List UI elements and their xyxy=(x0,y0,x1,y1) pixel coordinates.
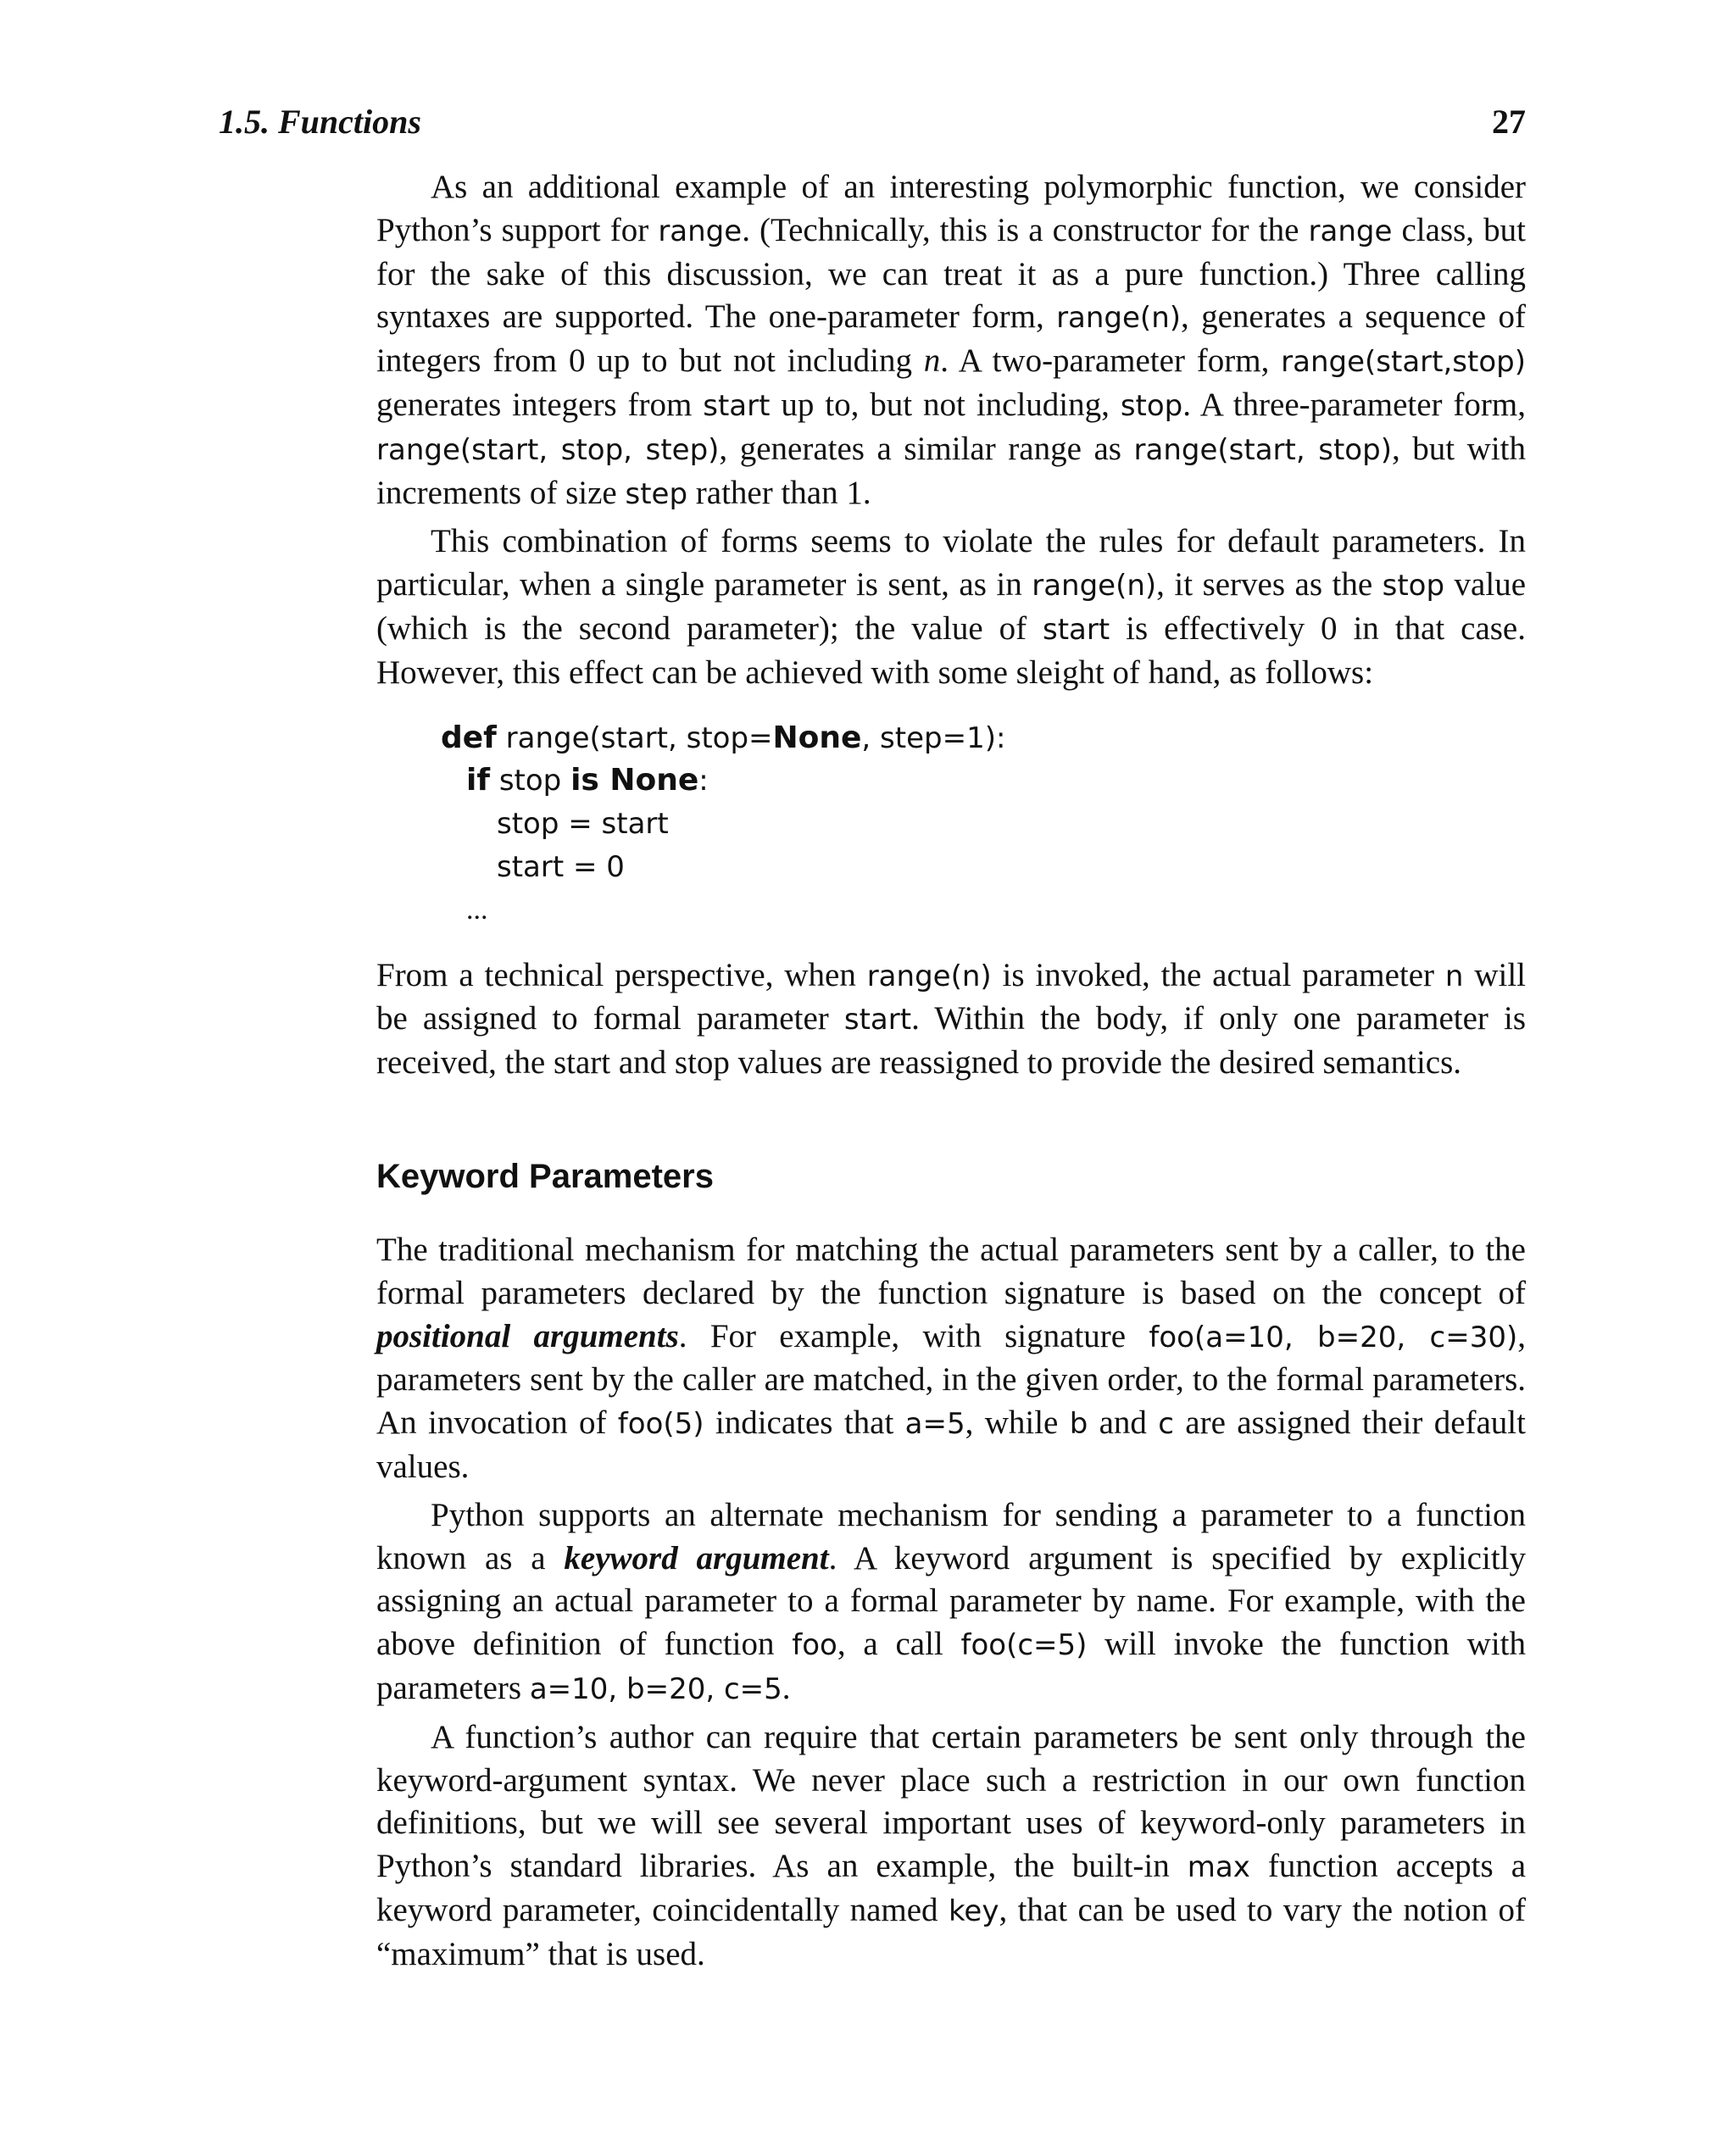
paragraph-default-params: This combination of forms seems to violate the rules for default parameters. In particular, when a single parameter is sent, as in range(n), it serves as the stop value (which is the second parameter); the value of start is effectively 0 in that case. However, this effect can be achieved with some sleight of hand, as follows: xyxy=(376,523,1527,691)
code-inline: start xyxy=(703,388,771,423)
code-line-start: start = 0 xyxy=(497,849,625,884)
code-inline: foo(c=5) xyxy=(960,1628,1088,1663)
running-head xyxy=(219,100,1526,144)
code-inline: range(n) xyxy=(866,959,992,993)
code-inline: range(start, stop) xyxy=(1133,432,1392,467)
page-number: 27 xyxy=(1492,103,1526,141)
page-body xyxy=(376,166,1526,1981)
paragraph-technical: From a technical perspective, when range(n) is invoked, the actual parameter n will be assigned to formal parameter start. Within the body, if only one parameter is received, the start and stop values are reassigned to provide the desired semantics. xyxy=(376,956,1527,1082)
paragraph-positional: The traditional mechanism for matching the actual parameters sent by a caller, to the formal parameters declared by the function signature is based on the concept of positional arguments. For example, with signature foo(a=10, b=20, c=30), parameters sent by the caller are matched, in the given order, to the formal parameters. An invocation of foo(5) indicates that a=5, while b and c are assigned their default values. xyxy=(376,1231,1526,1485)
code-inline: stop xyxy=(1382,569,1445,603)
code-inline: range(start,stop) xyxy=(1281,345,1526,380)
code-inline: foo(5) xyxy=(617,1407,704,1442)
code-line-if: if stop is None: xyxy=(466,763,709,798)
code-inline: a=10, b=20, c=5 xyxy=(529,1671,782,1706)
code-inline: key xyxy=(948,1894,999,1928)
code-inline: range xyxy=(1308,214,1393,248)
code-inline: n xyxy=(1444,959,1464,993)
code-inline: range(start, stop, step) xyxy=(376,432,720,467)
code-inline: foo(a=10, b=20, c=30) xyxy=(1149,1320,1518,1354)
math-variable: n xyxy=(923,342,941,380)
code-block xyxy=(441,717,1526,932)
code-inline: b xyxy=(1069,1407,1088,1442)
code-line-def: def range(start, stop=None, step=1): xyxy=(441,720,1006,755)
paragraph-keyword-argument: Python supports an alternate mechanism for sending a parameter to a function known as a keyword argument. A keyword argument is specified by explicitly assigning an actual parameter to a formal parameter by name. For example, with the above definition of function foo, a call foo(c=5) will invoke the function with parameters a=10, b=20, c=5. xyxy=(376,1496,1527,1706)
emphasis-term: keyword argument xyxy=(564,1539,829,1577)
code-inline: range(n) xyxy=(1032,569,1157,603)
paragraph-range-intro: As an additional example of an interesting polymorphic function, we consider Python’s support for range. (Technically, this is a constructor for the range class, but for the sake of this discussion, we can treat it as a pure function.) Three calling syntaxes are supported. The one-parameter form, range(n), generates a sequence of integers from 0 up to but not including n. A two-parameter form, range(start,stop) generates integers from start up to, but not including, stop. A three-parameter form, range(start, stop, step), generates a similar range as range(start, stop), but with increments of size step rather than 1. xyxy=(376,169,1526,511)
code-inline: c xyxy=(1158,1407,1174,1442)
section-title-keyword-parameters: Keyword Parameters xyxy=(376,1157,714,1195)
code-inline: a=5 xyxy=(904,1407,965,1442)
code-line-stop: stop = start xyxy=(497,807,669,842)
code-inline: range xyxy=(658,214,743,248)
code-inline: max xyxy=(1187,1850,1250,1885)
code-inline: start xyxy=(843,1003,912,1037)
code-inline: start xyxy=(1043,612,1110,647)
section-heading: 1.5. Functions xyxy=(219,103,421,141)
code-inline: foo xyxy=(792,1628,837,1663)
code-line-ellipsis: ... xyxy=(466,893,488,926)
code-inline: stop xyxy=(1120,388,1183,423)
emphasis-term: positional arguments xyxy=(376,1317,679,1354)
paragraph-keyword-only: A function’s author can require that certain parameters be sent only through the keyword-argument syntax. We never place such a restriction in our own function definitions, but we will see several important uses of keyword-only parameters in Python’s standard libraries. As an example, the built-in max function accepts a keyword parameter, coincidentally named key, that can be used to vary the notion of “maximum” that is used. xyxy=(376,1718,1527,1972)
code-inline: step xyxy=(625,476,688,511)
code-inline: range(n) xyxy=(1056,301,1182,336)
